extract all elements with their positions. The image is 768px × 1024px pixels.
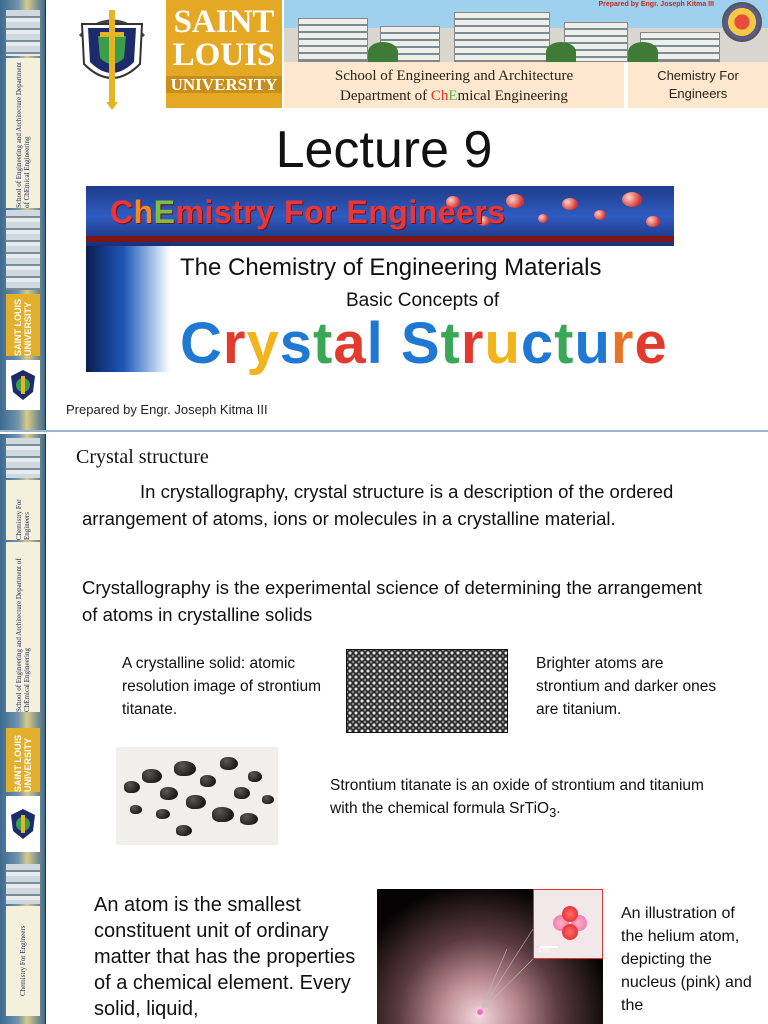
strontium-titanate-photo (116, 747, 278, 845)
title-letter: S (400, 311, 441, 376)
subtitle-2: Basic Concepts of (346, 290, 500, 311)
campus-photo (284, 0, 768, 62)
building-image (6, 210, 40, 290)
strip-school-text: School of Engineering and Architecture Department of ChEmical Engineering (6, 58, 40, 208)
caption-atoms: Brighter atoms are strontium and darker ones are titanium. (536, 655, 717, 718)
nucleus-inset (533, 889, 603, 959)
title-letter: r (610, 311, 635, 376)
strip-logo: SAINT LOUIS UNIVERSITY (6, 728, 40, 792)
university-seal-icon (70, 6, 154, 106)
caption-crystalline-solid: A crystalline solid: atomic resolution image of strontium titanate. (122, 655, 322, 718)
course-banner (86, 186, 674, 246)
school-name: School of Engineering and Architecture (334, 68, 574, 84)
strip-logo: SAINT LOUIS UNIVERSITY (6, 294, 40, 356)
title-letter: t (440, 311, 461, 376)
title-letter: t (313, 311, 334, 376)
gradient-decoration (86, 246, 170, 372)
department-seal-icon (722, 2, 762, 42)
strip-course-text: Chemistry For Engineers (6, 480, 40, 540)
building-image (6, 10, 40, 56)
building-image (6, 864, 40, 904)
crystal-structure-title (180, 310, 668, 377)
slu-logo (166, 0, 282, 108)
title-letter: t (554, 311, 575, 376)
slide-heading: Crystal structure (76, 446, 209, 468)
title-letter: r (222, 311, 247, 376)
scale-label: 1 fm (538, 948, 550, 954)
title-letter: e (634, 311, 668, 376)
department-name: Department of ChEmical Engineering (340, 88, 568, 104)
banner-title: ChEmistry For Engineers (110, 194, 506, 230)
title-letter: l (366, 311, 384, 376)
caption-strontium-titanate: Strontium titanate is an oxide of strontium and titanium with the chemical formula SrTiO$_3$. (330, 777, 704, 821)
department-box (284, 62, 624, 108)
title-letter: s (279, 311, 313, 376)
logo-line-2: LOUIS (172, 37, 276, 73)
side-strip (0, 434, 46, 1024)
nucleus-dot (477, 1009, 483, 1015)
side-strip (0, 0, 46, 430)
atom-definition: An atom is the smallest constituent unit of ordinary matter that has the properties of a chemical element. Every solid, liquid, (94, 894, 356, 1020)
paragraph-crystallography: Crystallography is the experimental science of determining the arrangement of atoms in crystalline solids (82, 577, 703, 625)
strip-school-text: School of Engineering and Architecture Department of ChEmical Engineering (6, 542, 40, 712)
course-name: Chemistry For Engineers (626, 62, 768, 108)
title-letter: u (484, 311, 521, 376)
atomic-resolution-image (346, 649, 508, 733)
title-slide (0, 0, 768, 432)
title-letter: C (180, 311, 223, 376)
title-letter: u (574, 311, 611, 376)
building-image (6, 438, 40, 478)
title-letter: c (520, 311, 555, 376)
seal-icon (6, 796, 40, 852)
title-letter: a (333, 311, 367, 376)
title-letter: y (246, 311, 280, 376)
paragraph-definition: In crystallography, crystal structure is a description of the ordered arrangement of atoms, ions or molecules in a crystalline material. (82, 481, 674, 529)
credit-text: Prepared by Engr. Joseph Kitma III (598, 1, 714, 8)
subtitle: The Chemistry of Engineering Materials (180, 254, 602, 281)
logo-line-3: UNIVERSITY (166, 76, 282, 93)
title-letter (384, 311, 401, 376)
strip-course-text: Chemistry For Engineers (6, 906, 40, 1016)
seal-icon (6, 360, 40, 410)
prepared-by: Prepared by Engr. Joseph Kitma III (66, 402, 268, 417)
logo-line-1: SAINT (173, 4, 275, 40)
lecture-title: Lecture 9 (275, 121, 493, 179)
content-slide (0, 434, 768, 1024)
helium-atom-illustration (377, 889, 603, 1024)
caption-helium: An illustration of the helium atom, depicting the nucleus (pink) and the (621, 905, 752, 1014)
title-letter: r (460, 311, 485, 376)
